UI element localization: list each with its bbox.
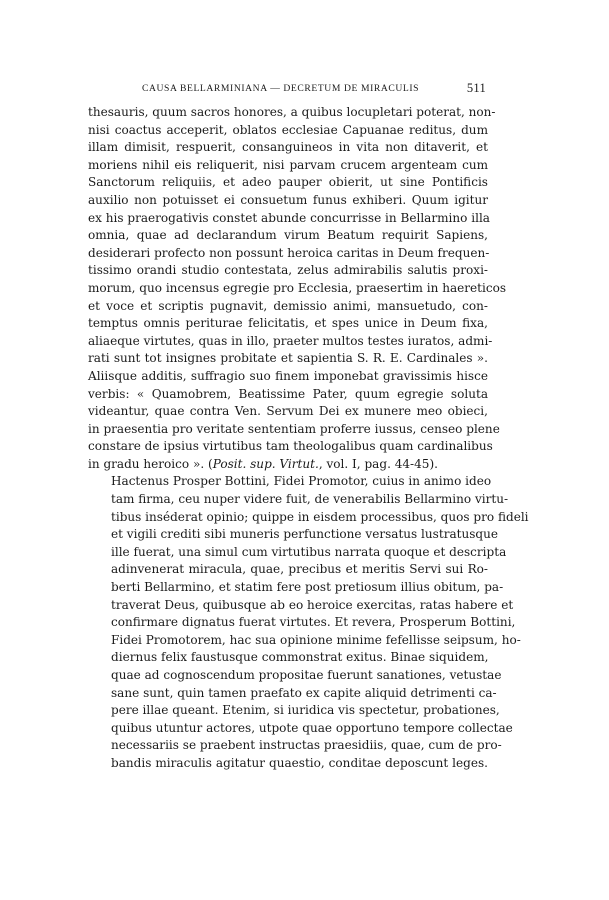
- text-line: ille fuerat, una simul cum virtutibus narrata quoque et descripta: [111, 544, 507, 559]
- text-line: Fidei Promotorem, hac sua opinione minime fefellisse seipsum, ho-: [111, 632, 521, 647]
- text-line: et vigili crediti sibi muneris perfunctione versatus lustratusque: [111, 527, 499, 542]
- text-line: Aliisque additis, suffragio suo finem imponebat gravissimis hisce: [88, 368, 488, 383]
- text-line: rati sunt tot insignes probitate et sapientia S. R. E. Cardinales ».: [88, 351, 488, 366]
- text-line: tam firma, ceu nuper videre fuit, de venerabilis Bellarmino virtu-: [111, 492, 509, 507]
- text-line-with-citation: [88, 456, 488, 474]
- text-line: diernus felix faustusque commonstrat exitus. Binae siquidem,: [111, 650, 489, 665]
- text-line: auxilio non potuisset ei consuetum funus exhiberi. Quum igitur: [88, 192, 488, 207]
- text-line: nisi coactus acceperit, oblatos ecclesiae Capuanae reditus, dum: [88, 122, 488, 137]
- text-line: berti Bellarmino, et statim fere post pretiosum illius obitum, pa-: [111, 580, 504, 595]
- running-title: CAUSA BELLARMINIANA — DECRETUM DE MIRACULIS: [142, 83, 420, 94]
- text-line: in praesentia pro veritate sententiam proferre iussus, censeo plene: [88, 421, 500, 436]
- text-line: tibus inséderat opinio; quippe in eisdem processibus, quos pro fideli: [111, 509, 529, 524]
- text-line: sane sunt, quin tamen praefato ex capite aliquid detrimenti ca-: [111, 685, 497, 700]
- page-number: 511: [466, 81, 486, 95]
- text-line: constare de ipsius virtutibus tam theologalibus quam cardinalibus: [88, 439, 493, 454]
- text-line: tissimo orandi studio contestata, zelus admirabilis salutis proxi-: [88, 263, 488, 278]
- text-line: necessariis se praebent instructas praesidiis, quae, cum de pro-: [111, 738, 502, 753]
- text-line: desiderari profecto non possunt heroica caritas in Deum frequen-: [88, 245, 490, 260]
- text-line: morum, quo incensus egregie pro Ecclesia, praesertim in haereticos: [88, 280, 507, 295]
- text-line: adinvenerat miracula, quae, precibus et meritis Servi sui Ro-: [111, 562, 488, 577]
- text-line: bandis miraculis agitatur quaestio, conditae deposcunt leges.: [111, 755, 488, 770]
- text-line: pere illae queant. Etenim, si iuridica vis spectetur, probationes,: [111, 703, 500, 718]
- text-line: aliaeque virtutes, quas in illo, praeter multos testes iuratos, admi-: [88, 333, 493, 348]
- citation-prefix: in gradu heroico ». (: [88, 456, 213, 471]
- text-line: moriens nihil eis reliquerit, nisi parvam crucem argenteam cum: [88, 157, 488, 172]
- text-line: traverat Deus, quibusque ab eo heroice exercitas, ratas habere et: [111, 597, 514, 612]
- text-line: thesauris, quum sacros honores, a quibus locupletari poterat, non-: [88, 105, 496, 119]
- text-line: confirmare dignatus fuerat virtutes. Et revera, Prosperum Bottini,: [111, 615, 516, 630]
- citation-suffix: , vol. I, pag. 44-45).: [318, 456, 438, 471]
- paragraph-2: [88, 473, 529, 772]
- text-line: et voce et scriptis pugnavit, demissio animi, mansuetudo, con-: [88, 298, 488, 313]
- text-line: Sanctorum reliquiis, et adeo pauper obierit, ut sine Pontificis: [88, 175, 488, 190]
- text-line: illam dimisit, respuerit, consanguineos in vita non ditaverit, et: [88, 140, 488, 155]
- paragraph-1: [88, 104, 507, 473]
- page-header: [88, 83, 488, 99]
- body-text: [88, 104, 529, 773]
- text-line: quibus utuntur actores, utpote quae opportuno tempore collectae: [111, 720, 513, 735]
- text-line: omnia, quae ad declarandum virum Beatum requirit Sapiens,: [88, 228, 488, 243]
- text-line: temptus omnis periturae felicitatis, et spes unice in Deum fixa,: [88, 316, 488, 331]
- text-line: videantur, quae contra Ven. Servum Dei ex munere meo obieci,: [88, 404, 488, 419]
- text-line: ex his praerogativis constet abunde concurrisse in Bellarmino illa: [88, 210, 490, 225]
- text-line: verbis: « Quamobrem, Beatissime Pater, quum egregie soluta: [88, 386, 488, 401]
- text-line: Hactenus Prosper Bottini, Fidei Promotor, cuius in animo ideo: [111, 474, 492, 489]
- text-line: quae ad cognoscendum propositae fuerunt sanationes, vetustae: [111, 668, 502, 682]
- citation-title: Posit. sup. Virtut.: [212, 456, 319, 471]
